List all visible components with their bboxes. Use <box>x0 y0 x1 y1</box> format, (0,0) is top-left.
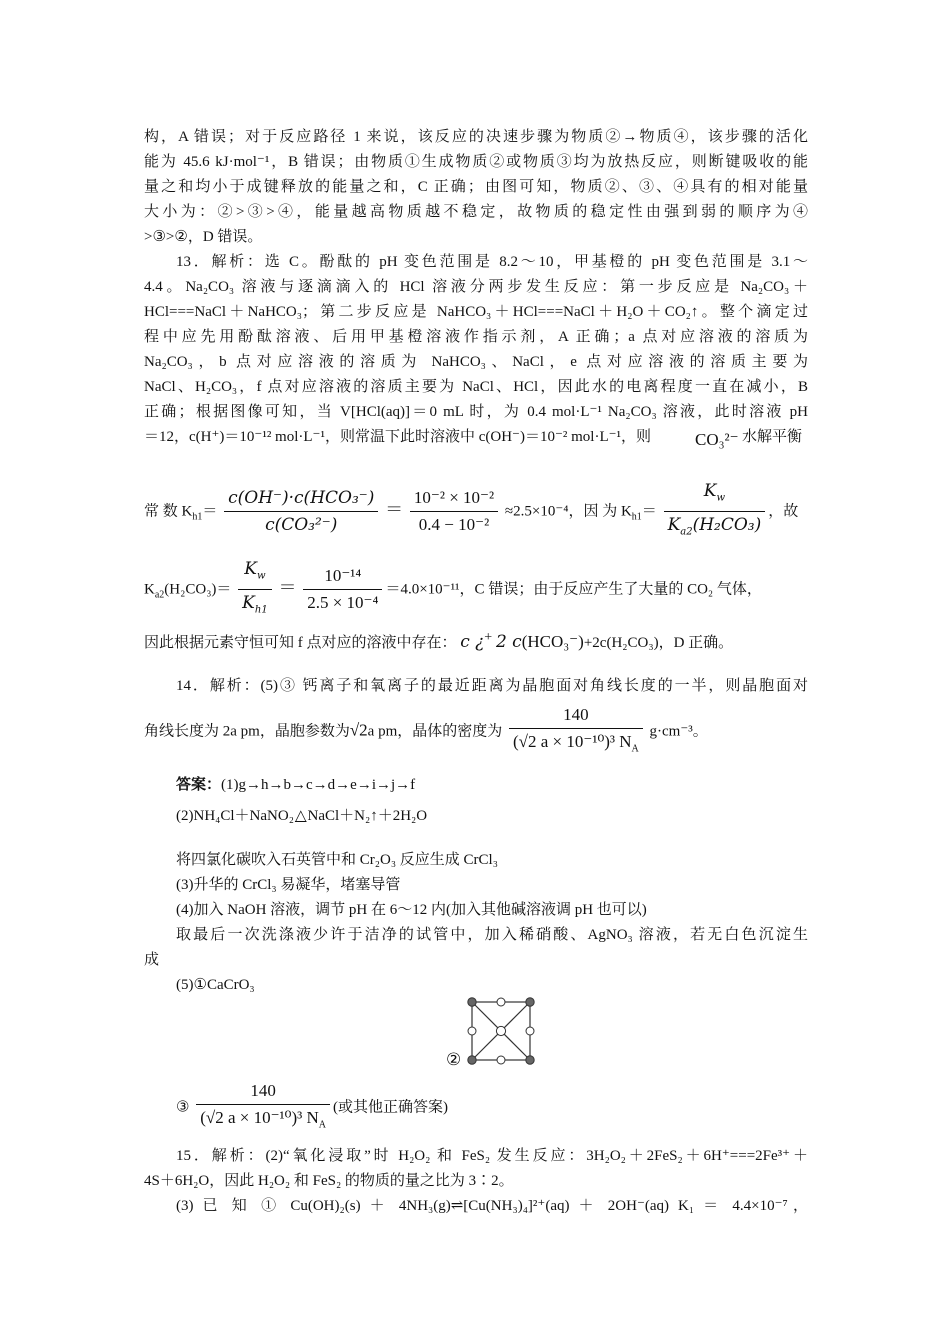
subscript: h1 <box>631 511 642 523</box>
kh1-expression <box>144 478 808 546</box>
text-fragment: (1)g→h→b→c→d→e→i→j→f <box>221 777 416 793</box>
denominator: c(CO₃²⁻) <box>265 515 338 536</box>
text-line: 4S＋6H₂O，因此 H₂O₂ 和 FeS₂ 的物质的量之比为 3∶2。 <box>144 1173 514 1189</box>
text-fragment: K <box>144 581 155 598</box>
corner-atom <box>468 998 476 1006</box>
text-line: (3) 已 知 ① Cu(OH)₂(s) ＋ 4NH₃(g)⇌[Cu(NH₃)₄]²⁺(aq) ＋ 2OH⁻(aq) K₁ ＝ 4.4×10⁻⁷， <box>176 1198 808 1214</box>
answer-line: (5)①CaCrO₃ <box>176 977 255 993</box>
denominator: 0.4 − 10⁻² <box>418 515 490 535</box>
text-fragment: (H₂CO₃)＝ <box>164 581 232 598</box>
text-fragment: c ¿ <box>460 632 485 652</box>
text-line: Na₂CO₃，b 点对应溶液的溶质为 NaHCO₃、NaCl，e 点对应溶液的溶质主要为 <box>144 354 808 370</box>
question-14-heading: 14．解析：(5)③ 钙离子和氧离子的最近距离为晶胞面对角线长度的一半，则晶胞面对 <box>176 678 808 694</box>
subscript: A <box>318 1119 326 1131</box>
subscript: A <box>631 743 639 755</box>
text-fragment: (或其他正确答案) <box>332 1099 448 1116</box>
text-fragment: (√2 a × 10⁻¹⁰)³ N <box>200 1108 319 1127</box>
answer-line: 取最后一次洗涤液少许于洁净的试管中，加入稀硝酸、AgNO₃ 溶液，若无白色沉淀生 <box>176 927 808 943</box>
fraction <box>303 563 382 616</box>
corner-atom <box>526 1056 534 1064</box>
edge-atom <box>497 998 505 1006</box>
text-fragment: (H₂CO₃) <box>692 515 762 536</box>
question-13-heading: 13．解析：选 C。酚酞的 pH 变色范围是 8.2～10，甲基橙的 pH 变色范围是 3.1～ <box>176 254 808 270</box>
text-line: 能为 45.6 kJ·mol⁻¹，B 错误；由物质①生成物质②或物质③均为放热反应，则断键吸收的能 <box>144 154 808 170</box>
text-fragment: (HCO₃⁻) <box>521 632 584 651</box>
numerator: c(OH⁻)·c(HCO₃⁻) <box>224 485 378 512</box>
numerator: 140 <box>196 1078 330 1105</box>
edge-atom <box>526 1027 534 1035</box>
numerator: 10⁻² × 10⁻² <box>410 485 498 512</box>
text-line: 正确；根据图像可知，当 V[HCl(aq)]＝0 mL 时，为 0.4 mol·L⁻¹ Na₂CO₃ 溶液，此时溶液 pH <box>144 404 808 420</box>
answer-line <box>176 806 808 826</box>
text-line: 量之和均小于成键释放的能量之和，C 正确；由图可知，物质②、③、④具有的相对能量 <box>144 179 808 195</box>
text-fragment: K <box>242 593 255 614</box>
fraction <box>196 1078 330 1138</box>
answer-line: 成 <box>144 952 160 968</box>
question-15-heading: 15．解析：(2)“氧化浸取”时 H₂O₂ 和 FeS₂ 发生反应：3H₂O₂＋2FeS₂＋6H⁺===2Fe³⁺＋ <box>176 1148 808 1164</box>
subscript: a2 <box>154 589 165 601</box>
carbonate-ion: CO₃²⁻ <box>695 430 739 449</box>
text-fragment: 角线长度为 2a pm，晶胞参数为 <box>144 723 350 740</box>
numerator: 10⁻¹⁴ <box>303 563 382 590</box>
edge-atom <box>468 1027 476 1035</box>
denominator <box>196 1105 330 1138</box>
text-fragment: 2 c <box>495 632 522 652</box>
answer-marker: ② <box>446 1050 462 1069</box>
denominator <box>238 590 272 623</box>
answer-line <box>176 775 808 795</box>
numerator <box>664 478 766 512</box>
text-line: 大小为：②>③>④，能量越高物质越不稳定，故物质的稳定性由强到弱的顺序为④ <box>144 204 808 220</box>
corner-atom <box>468 1056 476 1064</box>
text-fragment: ＝ <box>641 503 657 520</box>
text-line <box>144 628 808 653</box>
text-fragment: ≈2.5×10⁻⁴，因 为 K <box>504 503 632 520</box>
text-fragment: 水解平衡 <box>742 429 803 445</box>
corner-atom <box>526 998 534 1006</box>
subscript: w <box>257 570 266 582</box>
text-fragment: K <box>667 515 681 536</box>
center-atom <box>496 1026 505 1035</box>
subscript: h1 <box>192 511 203 523</box>
text-fragment: (√2 a × 10⁻¹⁰)³ N <box>513 732 632 751</box>
fraction <box>509 702 643 762</box>
answer-label: 答案： <box>176 777 222 793</box>
denominator <box>509 729 643 762</box>
text-fragment: 常 数 K <box>144 503 193 520</box>
sqrt-symbol: √2 <box>349 720 368 740</box>
text-fragment: ＝4.0×10⁻¹¹，C 错误；由于反应产生了大量的 CO₂ 气体， <box>385 581 762 598</box>
subscript: h1 <box>254 604 268 616</box>
text-fragment: ③ <box>176 1099 190 1116</box>
superscript: + <box>484 630 493 645</box>
text-line <box>144 702 808 762</box>
text-fragment: g·cm⁻³。 <box>649 723 708 740</box>
text-fragment: ＝ <box>202 503 218 520</box>
text-fragment: K <box>244 559 257 579</box>
subscript: a2 <box>680 526 693 538</box>
text-fragment: a pm，晶体的密度为 <box>367 723 503 740</box>
fraction <box>410 485 498 538</box>
text-fragment: +2c(H₂CO₃)，D 正确。 <box>583 635 734 651</box>
text-fragment: ，故 <box>768 503 799 520</box>
text-fragment: 因此根据元素守恒可知 f 点对应的溶液中存在： <box>144 635 457 651</box>
text-fragment: (2)NH₄Cl＋NaNO₂ <box>176 808 294 824</box>
edge-atom <box>497 1056 505 1064</box>
numerator: 140 <box>509 702 643 729</box>
text-line: 程中应先用酚酞溶液、后用甲基橙溶液作指示剂，A 正确；a 点对应溶液的溶质为 <box>144 329 808 345</box>
text-fragment: ＝ <box>385 499 404 520</box>
text-fragment: K <box>703 481 717 501</box>
answer-line: 将四氯化碳吹入石英管中和 Cr₂O₃ 反应生成 CrCl₃ <box>176 852 498 868</box>
text-fragment: NaCl＋N₂↑＋2H₂O <box>307 808 428 824</box>
text-fragment: ＝ <box>278 577 297 598</box>
numerator <box>238 556 272 590</box>
answer-line <box>176 1078 808 1138</box>
text-line: NaCl、H₂CO₃，f 点对应溶液的溶质主要为 NaCl、HCl，因此水的电离程度一直在减小，B <box>144 379 808 395</box>
fraction <box>238 556 272 624</box>
text-line: 4.4。Na₂CO₃ 溶液与逐滴滴入的 HCl 溶液分两步发生反应：第一步反应是 Na₂CO₃＋ <box>144 279 808 295</box>
fraction <box>664 478 766 546</box>
delta-condition: △ <box>294 808 307 824</box>
answer-line: (3)升华的 CrCl₃ 易凝华，堵塞导管 <box>176 877 401 893</box>
answer-line: (4)加入 NaOH 溶液，调节 pH 在 6～12 内(加入其他碱溶液调 pH 也可以) <box>176 902 647 918</box>
text-line: 构，A 错误；对于反应路径 1 来说，该反应的决速步骤为物质②→物质④，该步骤的活化 <box>144 129 808 145</box>
text-line: >③>②，D 错误。 <box>144 229 263 245</box>
subscript: w <box>716 492 726 504</box>
ka2-expression <box>144 556 808 624</box>
text-line: ＝12，c(H⁺)＝10⁻¹² mol·L⁻¹，则常温下此时溶液中 c(OH⁻)＝10⁻² mol·L⁻¹，则 <box>144 429 652 445</box>
denominator <box>664 512 766 545</box>
text-line: HCl===NaCl＋NaHCO₃；第二步反应是 NaHCO₃＋HCl===NaCl＋H₂O＋CO₂↑。整个滴定过 <box>144 304 808 320</box>
denominator: 2.5 × 10⁻⁴ <box>307 593 379 613</box>
fraction <box>224 485 378 538</box>
